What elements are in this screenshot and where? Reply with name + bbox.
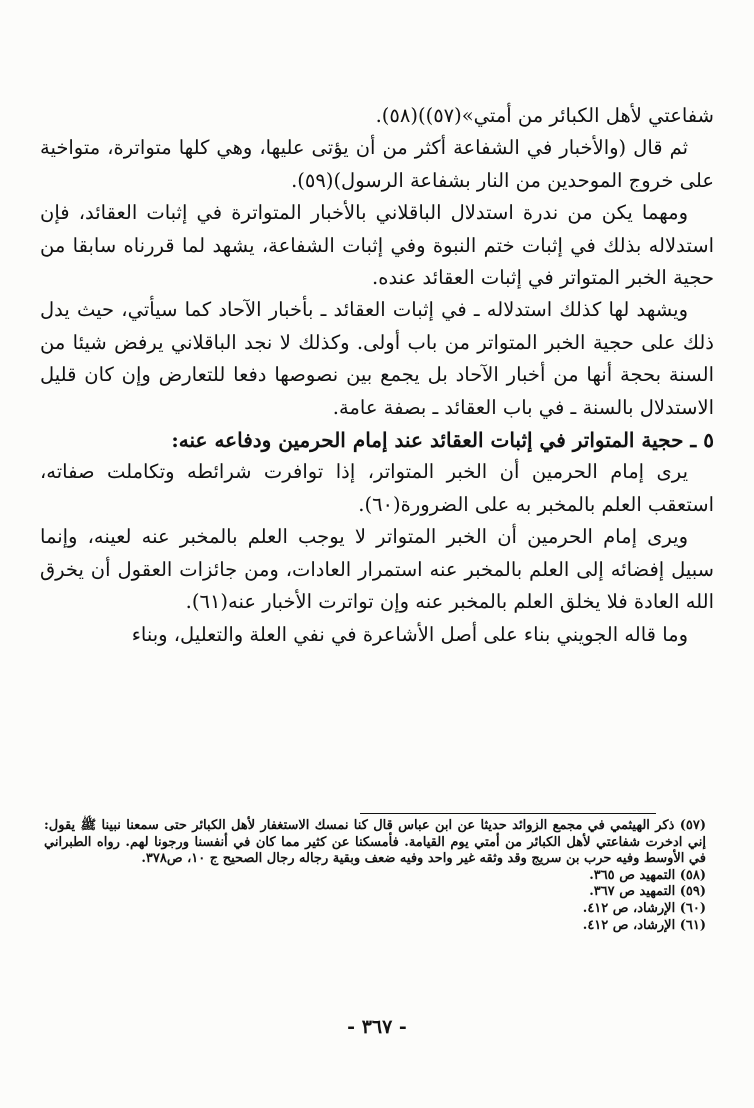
footnote: (٦١) الإرشاد، ص ٤١٢.: [582, 917, 706, 933]
paragraph: يرى إمام الحرمين أن الخبر المتواتر، إذا توافرت شرائطه وتكاملت صفاته، استعقب العلم بالمخبر به على الضرورة(٦٠).: [40, 460, 714, 516]
footnotes: [44, 818, 706, 934]
footnote: (٥٩) التمهيد ص ٣٦٧.: [589, 884, 706, 900]
footnote-divider: [360, 813, 656, 814]
footnote: (٥٨) التمهيد ص ٣٦٥.: [589, 867, 706, 883]
page-number: - ٣٦٧ -: [347, 1016, 407, 1038]
footnote: (٥٧) ذكر الهيثمي في مجمع الزوائد حديثا عن ابن عباس قال كنا نمسك الاستغفار لأهل الكبائر حتى سمعنا نبينا ﷺ يقول: إني ادخرت شفاعتي لأهل الكبائر من أمتي يوم القيامة. فأمسكنا عن كثير مما كان في أنفسنا ورجونا لهم. رواه الطبراني في الأوسط وفيه حرب بن سريج وقد وثقه غير واحد وفيه ضعف وبقية رجاله رجال الصحيح ج ١٠، ص٣٧٨.: [44, 818, 706, 867]
paragraph-continuation: شفاعتي لأهل الكبائر من أمتي»(٥٧))(٥٨).: [375, 104, 714, 127]
section-heading: ٥ ـ حجية المتواتر في إثبات العقائد عند إمام الحرمين ودفاعه عنه:: [171, 428, 714, 453]
paragraph: ويشهد لها كذلك استدلاله ـ في إثبات العقائد ـ بأخبار الآحاد كما سيأتي، حيث يدل ذلك على حجية الخبر المتواتر من باب أولى. وكذلك لا نجد الباقلاني يرفض شيئا من السنة بحجة أنها من أخبار الآحاد بل يجمع بين نصوصها دفعا للتعارض وإن كان قليل الاستدلال بالسنة ـ في باب العقائد ـ بصفة عامة.: [40, 298, 714, 419]
main-text: [40, 100, 714, 651]
paragraph: ويرى إمام الحرمين أن الخبر المتواتر لا يوجب العلم بالمخبر عنه لعينه، وإنما سبيل إفضائه إلى العلم بالمخبر عنه استمرار العادات، ومن جائزات العقول أن يخرق الله العادة فلا يخلق العلم بالمخبر عنه وإن تواترت الأخبار عنه(٦١).: [40, 525, 714, 614]
footnote: (٦٠) الإرشاد، ص ٤١٢.: [582, 900, 706, 916]
paragraph: ومهما يكن من ندرة استدلال الباقلاني بالأخبار المتواترة في إثبات العقائد، فإن استدلاله بذلك في إثبات ختم النبوة وفي إثبات الشفاعة، يشهد لما قررناه سابقا من حجية الخبر المتواتر في إثبات العقائد عنده.: [40, 201, 714, 290]
paragraph: وما قاله الجويني بناء على أصل الأشاعرة في نفي العلة والتعليل، وبناء: [131, 622, 688, 646]
paragraph: ثم قال (والأخبار في الشفاعة أكثر من أن يؤتى عليها، وهي كلها متواترة، متواخية على خروج الموحدين من النار بشفاعة الرسول)(٥٩).: [40, 136, 714, 192]
